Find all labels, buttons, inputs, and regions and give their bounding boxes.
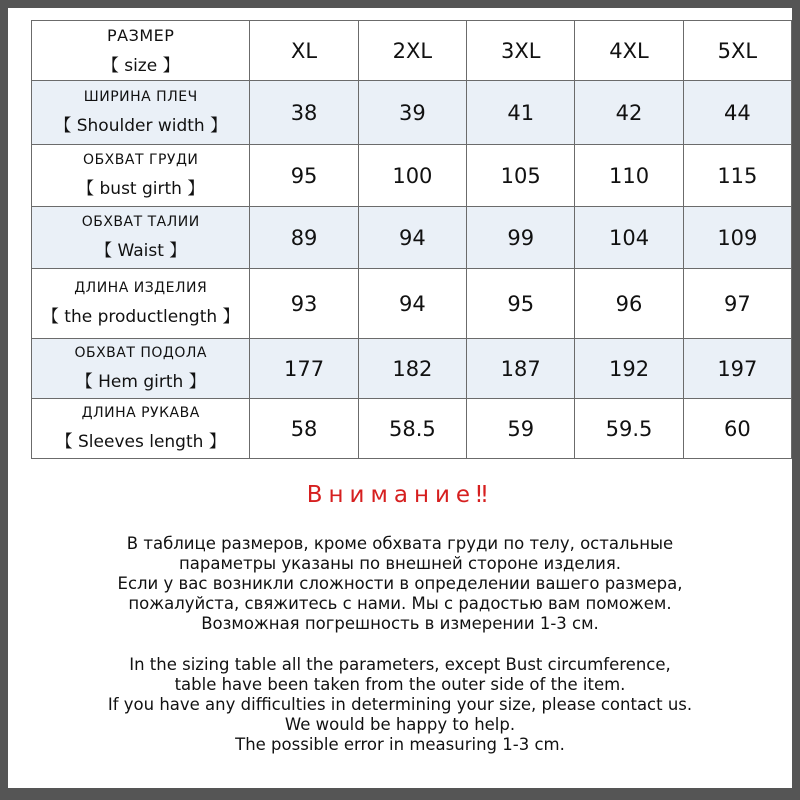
table-cell: 39 <box>358 81 466 145</box>
notice-en-paragraph <box>8 655 792 755</box>
table-cell: 104 <box>575 207 683 269</box>
table-cell: 100 <box>358 145 466 207</box>
header-label-en: 【 size 】 <box>101 55 180 76</box>
table-row <box>32 339 792 399</box>
row-label-en: 【 Sleeves length 】 <box>55 432 226 452</box>
table-row <box>32 145 792 207</box>
header-label-ru: РАЗМЕР <box>107 25 175 45</box>
table-cell: 42 <box>575 81 683 145</box>
notice-title: Внимание‼ <box>306 482 494 508</box>
notice-en-line: We would be happy to help. <box>284 715 516 734</box>
table-row <box>32 399 792 459</box>
size-header-2xl: 2XL <box>358 21 466 81</box>
table-cell: 115 <box>683 145 791 207</box>
table-cell: 99 <box>467 207 575 269</box>
row-label-ru: ДЛИНА РУКАВА <box>81 405 200 421</box>
row-label-en: 【 bust girth 】 <box>77 179 205 199</box>
header-label-cell <box>32 21 250 81</box>
table-cell: 177 <box>250 339 358 399</box>
table-cell: 105 <box>467 145 575 207</box>
row-label-cell <box>32 145 250 207</box>
table-cell: 58 <box>250 399 358 459</box>
table-cell: 58.5 <box>358 399 466 459</box>
table-cell: 89 <box>250 207 358 269</box>
row-label-ru: ШИРИНА ПЛЕЧ <box>83 89 198 105</box>
notice-ru-line: В таблице размеров, кроме обхвата груди по телу, остальные <box>126 534 674 553</box>
row-label-en: 【 the productlength 】 <box>41 307 240 327</box>
size-header-4xl: 4XL <box>575 21 683 81</box>
size-header-3xl: 3XL <box>467 21 575 81</box>
size-chart-document <box>8 8 792 788</box>
table-header-row <box>32 21 792 81</box>
table-cell: 187 <box>467 339 575 399</box>
row-label-ru: ОБХВАТ ГРУДИ <box>83 152 199 168</box>
row-label-cell <box>32 269 250 339</box>
size-table <box>31 20 792 459</box>
table-cell: 109 <box>683 207 791 269</box>
notice-ru-line: пожалуйста, свяжитесь с нами. Мы с радостью вам поможем. <box>128 594 672 613</box>
notice-ru-line: параметры указаны по внешней стороне изделия. <box>178 554 622 573</box>
table-cell: 96 <box>575 269 683 339</box>
row-label-ru: ОБХВАТ ТАЛИИ <box>81 214 200 230</box>
size-header-5xl: 5XL <box>683 21 791 81</box>
table-cell: 182 <box>358 339 466 399</box>
table-cell: 93 <box>250 269 358 339</box>
table-cell: 59.5 <box>575 399 683 459</box>
row-label-cell <box>32 207 250 269</box>
table-cell: 95 <box>467 269 575 339</box>
table-cell: 60 <box>683 399 791 459</box>
row-label-cell <box>32 399 250 459</box>
notice-en-line: table have been taken from the outer side of the item. <box>174 675 626 694</box>
table-cell: 38 <box>250 81 358 145</box>
row-label-en: 【 Hem girth 】 <box>75 372 206 392</box>
table-cell: 94 <box>358 207 466 269</box>
row-label-ru: ДЛИНА ИЗДЕЛИЯ <box>74 280 208 296</box>
table-cell: 41 <box>467 81 575 145</box>
notice-en-line: The possible error in measuring 1-3 cm. <box>235 735 565 754</box>
table-row <box>32 81 792 145</box>
notice-ru-paragraph <box>8 534 792 634</box>
table-cell: 192 <box>575 339 683 399</box>
table-row <box>32 207 792 269</box>
table-cell: 95 <box>250 145 358 207</box>
table-cell: 44 <box>683 81 791 145</box>
table-cell: 59 <box>467 399 575 459</box>
notice-ru-line: Если у вас возникли сложности в определении вашего размера, <box>117 574 683 593</box>
row-label-cell <box>32 81 250 145</box>
table-row <box>32 269 792 339</box>
table-cell: 94 <box>358 269 466 339</box>
row-label-ru: ОБХВАТ ПОДОЛА <box>74 345 207 361</box>
table-cell: 197 <box>683 339 791 399</box>
table-cell: 97 <box>683 269 791 339</box>
notice-en-line: If you have any difficulties in determining your size, please contact us. <box>107 695 693 714</box>
row-label-en: 【 Shoulder width 】 <box>54 116 228 136</box>
table-cell: 110 <box>575 145 683 207</box>
notice-ru-line: Возможная погрешность в измерении 1-3 см. <box>201 614 599 633</box>
row-label-cell <box>32 339 250 399</box>
size-header-xl: XL <box>250 21 358 81</box>
row-label-en: 【 Waist 】 <box>95 241 187 261</box>
notice-en-line: In the sizing table all the parameters, except Bust circumference, <box>129 655 671 674</box>
